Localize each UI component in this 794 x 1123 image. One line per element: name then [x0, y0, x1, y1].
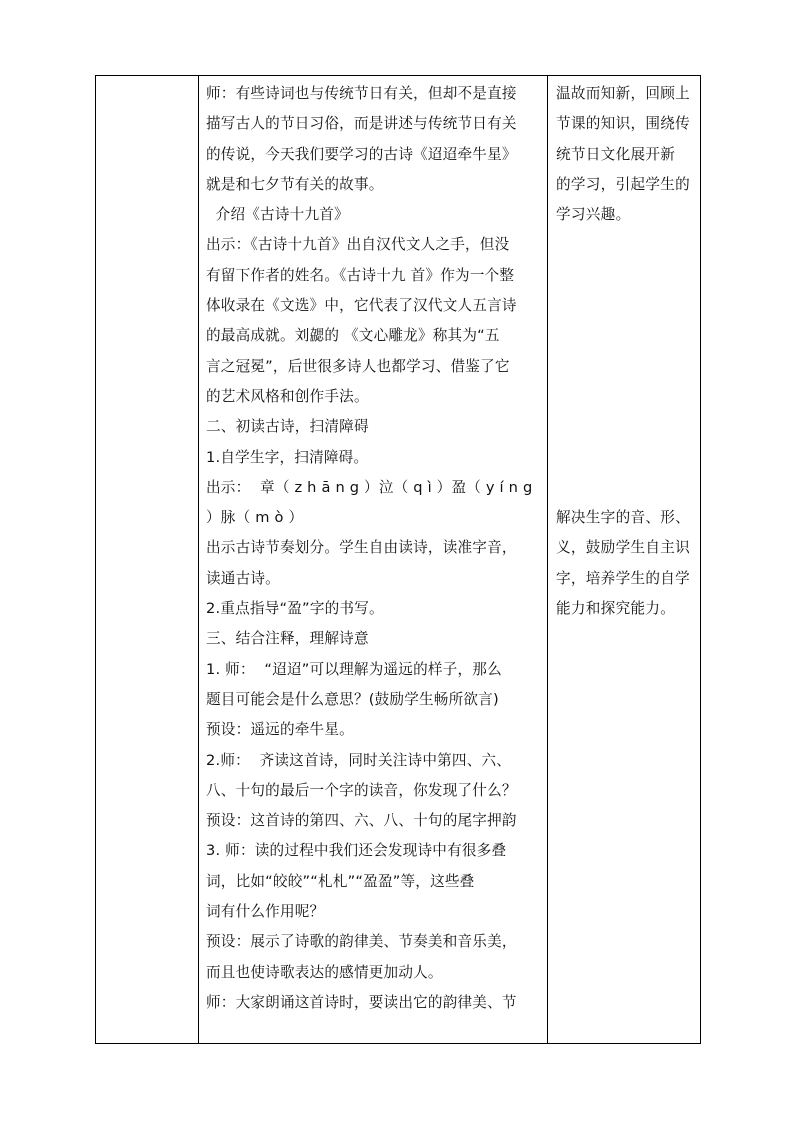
- text-line: 出示古诗节奏划分。学生自由读诗，读准字音，: [206, 539, 517, 557]
- text-line: 预设：这首诗的第四、六、八、十句的尾字押韵: [206, 812, 517, 830]
- table-row: [96, 76, 701, 1044]
- note-line: 节课的知识，围绕传: [556, 115, 691, 133]
- text-line: 预设：展示了诗歌的韵律美、节奏美和音乐美，: [206, 933, 517, 951]
- text-line: 题目可能会是什么意思？(鼓励学生畅所欲言): [206, 690, 499, 708]
- text-line: 介绍《古诗十九首》: [206, 206, 349, 224]
- section-heading: 三、结合注释，理解诗意: [206, 630, 369, 648]
- text-line: 出示： 章（ z h ā n g ）泣（ q ì ）盈（ y í n g: [206, 478, 533, 496]
- note-line: 学习兴趣。: [556, 206, 631, 224]
- text-line: 2.重点指导“盈”字的书写。: [206, 600, 384, 618]
- text-line: 预设：遥远的牵牛星。: [206, 721, 354, 739]
- text-line: 词，比如“皎皎”“札札”“盈盈”等，这些叠: [206, 872, 475, 890]
- design-intent-text: [548, 76, 700, 624]
- text-line: 的艺术风格和创作手法。: [206, 387, 369, 405]
- note-line: 解决生字的音、形、: [556, 509, 691, 527]
- text-line: ）脉（ m ò ）: [206, 509, 304, 527]
- text-line: 八、十句的最后一个字的读音，你发现了什么？: [206, 781, 517, 799]
- note-line: 能力和探究能力。: [556, 600, 676, 618]
- text-line: 有留下作者的姓名。《古诗十九 首》作为一个整: [206, 266, 515, 284]
- section-heading: 二、初读古诗，扫清障碍: [206, 418, 369, 436]
- text-line: 词有什么作用呢？: [206, 903, 325, 921]
- text-line: 师：大家朗诵这首诗时，要读出它的韵律美、节: [206, 993, 517, 1011]
- text-line: 的传说，今天我们要学习的古诗《迢迢牵牛星》: [206, 145, 517, 163]
- text-line: 3. 师：读的过程中我们还会发现诗中有很多叠: [206, 842, 507, 860]
- text-line: 1. 师： “迢迢”可以理解为遥远的样子，那么: [206, 660, 502, 678]
- text-line: 出示：《古诗十九首》出自汉代文人之手，但没: [206, 236, 510, 254]
- lesson-plan-table: [95, 75, 701, 1044]
- text-line: 体收录在《文选》中，它代表了汉代文人五言诗: [206, 297, 517, 315]
- design-intent-cell: [548, 76, 701, 1044]
- note-spacer: [556, 230, 696, 503]
- text-line: 1.自学生字，扫清障碍。: [206, 448, 369, 466]
- note-line: 的学习，引起学生的: [556, 175, 691, 193]
- note-line: 字，培养学生的自学: [556, 569, 691, 587]
- teaching-process-cell: [199, 76, 548, 1044]
- note-line: 义，鼓励学生自主识: [556, 539, 691, 557]
- text-line: 2.师： 齐读这首诗，同时关注诗中第四、六、: [206, 751, 512, 769]
- text-line: 而且也使诗歌表达的感情更加动人。: [206, 963, 443, 981]
- text-line: 的最高成就。刘勰的 《文心雕龙》称其为“五: [206, 327, 500, 345]
- stage-column-content: [96, 76, 198, 1043]
- stage-column-cell: [96, 76, 199, 1044]
- note-line: 统节日文化展开新: [556, 145, 676, 163]
- note-line: 温故而知新，回顾上: [556, 85, 691, 102]
- text-line: 描写古人的节日习俗，而是讲述与传统节日有关: [206, 115, 517, 133]
- text-line: 言之冠冕”，后世很多诗人也都学习、借鉴了它: [206, 357, 510, 375]
- text-line: 就是和七夕节有关的故事。: [206, 175, 384, 193]
- text-line: 读通古诗。: [206, 569, 280, 587]
- text-line: 师：有些诗词也与传统节日有关，但却不是直接: [206, 85, 517, 102]
- teaching-process-text: [199, 76, 547, 1018]
